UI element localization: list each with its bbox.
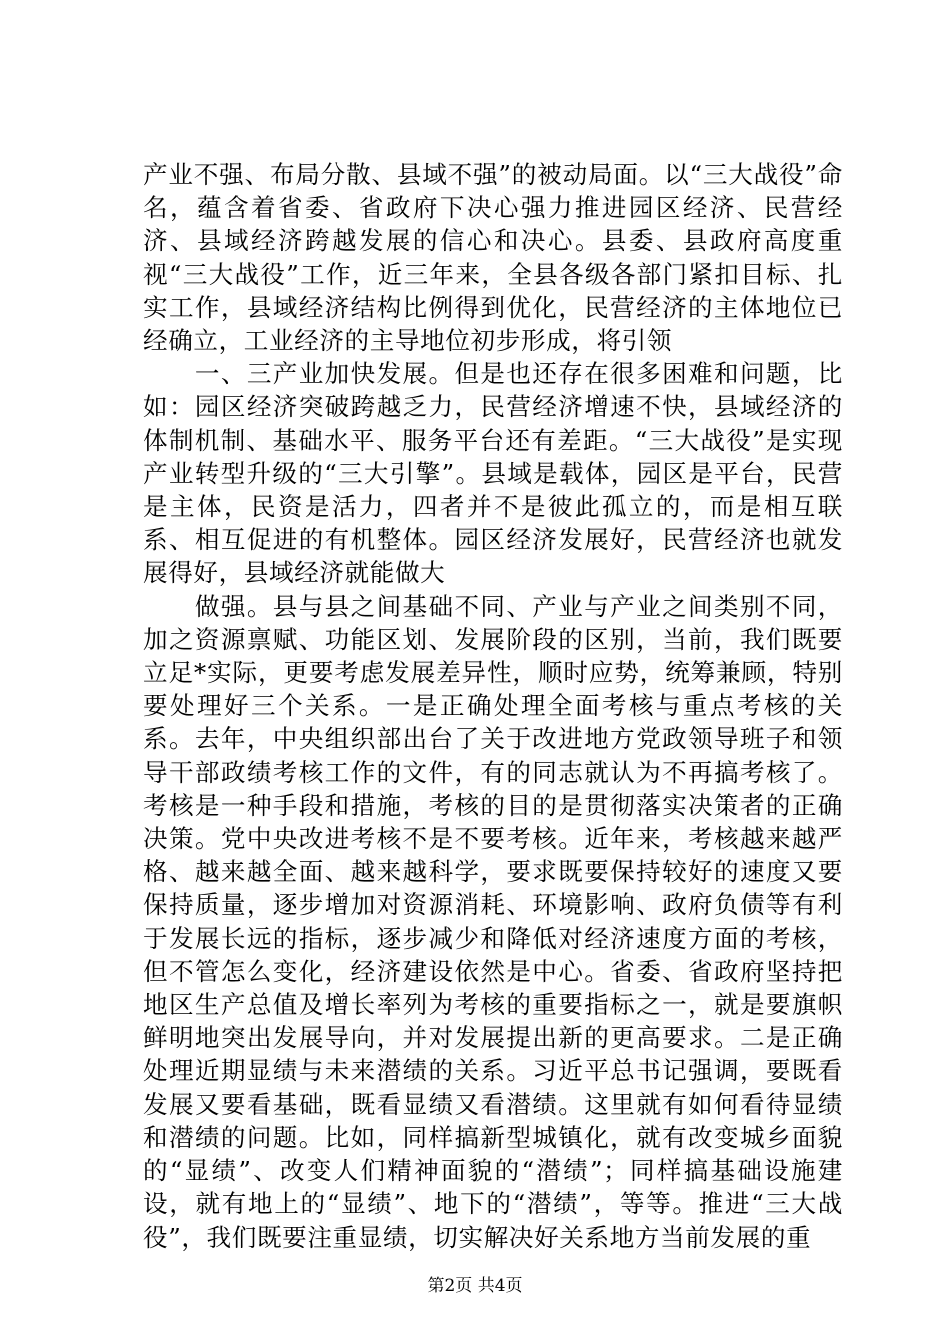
paragraph-1: 产业不强、布局分散、县域不强”的被动局面。以“三大战役”命名，蕴含着省委、省政府下决心强力推进园区经济、民营经济、县域经济跨越发展的信心和决心。县委、县政府高度重视“三大战役”工作，近三年来，全县各级各部门紧扣目标、扎实工作，县域经济结构比例得到优化，民营经济的主体地位已经确立，工业经济的主导地位初步形成，将引领 [143, 160, 843, 356]
paragraph-2: 一、三产业加快发展。但是也还存在很多困难和问题，比如：园区经济突破跨越乏力，民营经济增速不快，县域经济的体制机制、基础水平、服务平台还有差距。“三大战役”是实现产业转型升级的“三大引擎”。县域是载体，园区是平台，民营是主体，民资是活力，四者并不是彼此孤立的，而是相互联系、相互促进的有机整体。园区经济发展好，民营经济也就发展得好，县域经济就能做大 [143, 359, 843, 588]
page-number-footer: 第2页 共4页 [427, 1276, 523, 1296]
body-text [143, 158, 843, 1254]
paragraph-3: 做强。县与县之间基础不同、产业与产业之间类别不同，加之资源禀赋、功能区划、发展阶段的区别，当前，我们既要立足*实际，更要考虑发展差异性，顺时应势，统筹兼顾，特别要处理好三个关系。一是正确处理全面考核与重点考核的关系。去年，中央组织部出台了关于改进地方党政领导班子和领导干部政绩考核工作的文件，有的同志就认为不再搞考核了。考核是一种手段和措施，考核的目的是贯彻落实决策者的正确决策。党中央改进考核不是不要考核。近年来，考核越来越严格、越来越全面、越来越科学，要求既要保持较好的速度又要保持质量，逐步增加对资源消耗、环境影响、政府负债等有利于发展长远的指标，逐步减少和降低对经济速度方面的考核，但不管怎么变化，经济建设依然是中心。省委、省政府坚持把地区生产总值及增长率列为考核的重要指标之一，就是要旗帜鲜明地突出发展导向，并对发展提出新的更高要求。二是正确处理近期显绩与未来潜绩的关系。习近平总书记强调，要既看发展又要看基础，既看显绩又看潜绩。这里就有如何看待显绩和潜绩的问题。比如，同样搞新型城镇化，就有改变城乡面貌的“显绩”、改变人们精神面貌的“潜绩”；同样搞基础设施建设，就有地上的“显绩”、地下的“潜绩”，等等。推进“三大战役”，我们既要注重显绩，切实解决好关系地方当前发展的重 [143, 591, 843, 1252]
